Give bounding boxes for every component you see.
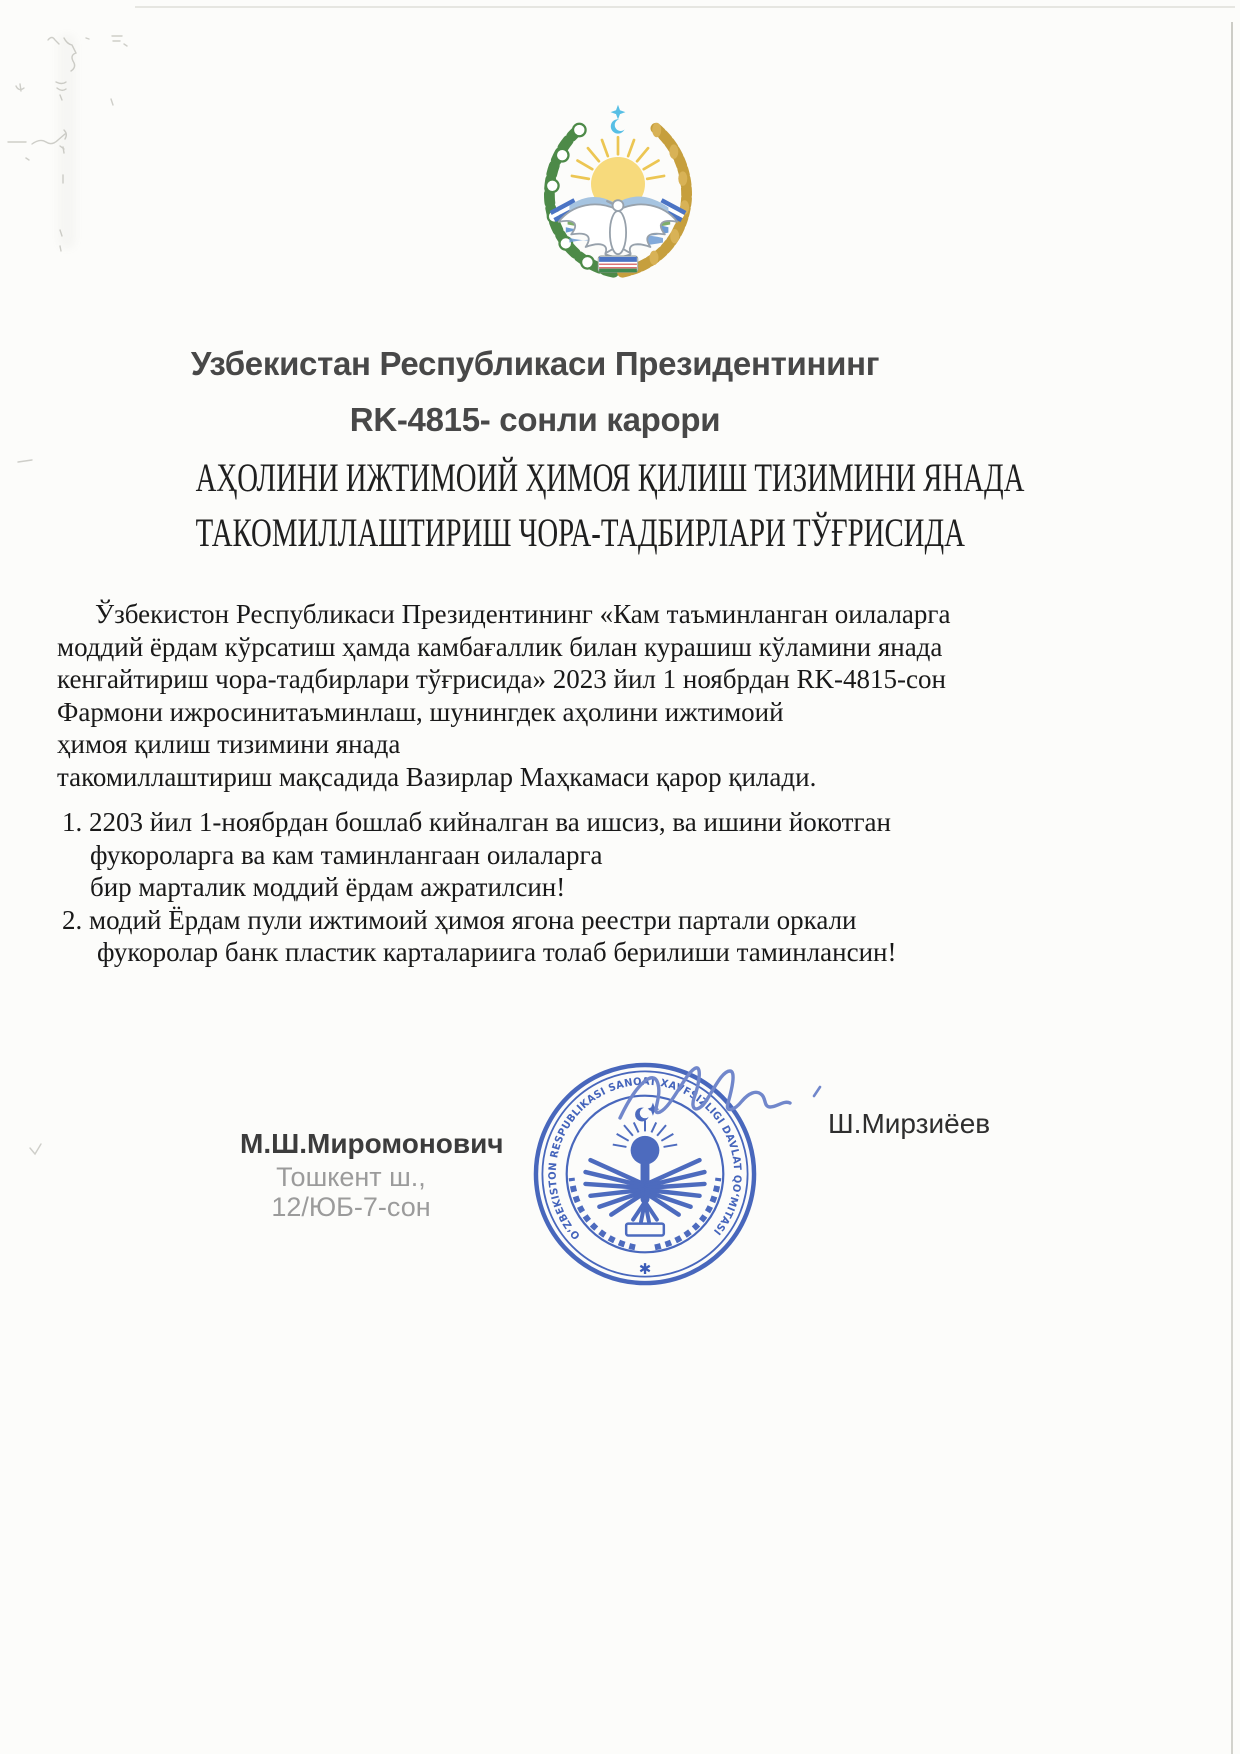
paragraph-line: такомиллаштириш мақсадида Вазирлар Маҳкамаси қарор қилади.	[57, 761, 817, 792]
signer-right-name: Ш.Мирзиёев	[828, 1108, 991, 1139]
scan-edge-right	[1231, 22, 1233, 1754]
title-block	[70, 336, 1000, 448]
signer-left-name: М.Ш.Миромонович	[240, 1128, 504, 1159]
list-item-1-line: 1. 2203 йил 1-ноябрдан бошлаб кийналган ва ишсиз, ва ишини йокотган	[62, 807, 891, 837]
signer-left-city: Тошкент ш.,	[276, 1162, 426, 1192]
paragraph-line: кенгайтириш чора-тадбирлари тўғрисида» 2023 йил 1 ноябрдан RK-4815-сон	[57, 664, 946, 695]
banner	[598, 256, 638, 272]
uzbekistan-state-emblem-icon	[528, 104, 708, 282]
paragraph-line: ҳимоя қилиш тизимини янада	[57, 729, 401, 760]
body-paragraph	[57, 598, 1032, 794]
heading-block	[57, 450, 1047, 560]
decree-list	[57, 806, 1067, 969]
document-title-line1: Узбекистан Республикаси Президентининг	[190, 345, 880, 382]
scan-edge-top	[135, 6, 1235, 8]
heading-line2: ТАКОМИЛЛАШТИРИШ ЧОРА-ТАДБИРЛАРИ ТЎҒРИСИДА	[195, 510, 965, 555]
paragraph-line: моддий ёрдам кўрсатиш ҳамда камбағаллик билан курашиш кўламини янада	[57, 631, 943, 662]
list-item-1-line: бир марталик моддий ёрдам ажратилсин!	[90, 872, 566, 903]
list-item-2-line: фукоролар банк пластик карталариига толаб берилиши таминлансин!	[97, 937, 897, 968]
list-item-1-line: фукороларга ва кам таминлангаан оилаларга	[90, 839, 603, 870]
document-title-line2: RK-4815- сонли карори	[349, 401, 721, 438]
signer-left-block	[240, 1126, 504, 1222]
star-icon	[611, 105, 626, 120]
seal-ring-text: O‘ZBEKISTON RESPUBLIKASI SANOAT XAVFSIZLIGI DAVLAT QO‘MITASI	[546, 1075, 744, 1242]
seal-separator-star-icon: ✱	[638, 1262, 652, 1279]
signer-left-ref: 12/ЮБ-7-сон	[271, 1192, 431, 1222]
paragraph-line: Ўзбекистон Республикаси Президентининг «Кам таъминланган оилаларга	[95, 599, 951, 629]
heading-line1: АҲОЛИНИ ИЖТИМОИЙ ҲИМОЯ ҚИЛИШ ТИЗИМИНИ ЯНАДА	[195, 455, 1025, 500]
list-item-2-line: 2. модий Ёрдам пули ижтимоий ҳимоя ягона реестри партали оркали	[62, 904, 857, 935]
paragraph-line: Фармони ижросинитаъминлаш, шунингдек аҳолини ижтимоий	[57, 696, 784, 727]
